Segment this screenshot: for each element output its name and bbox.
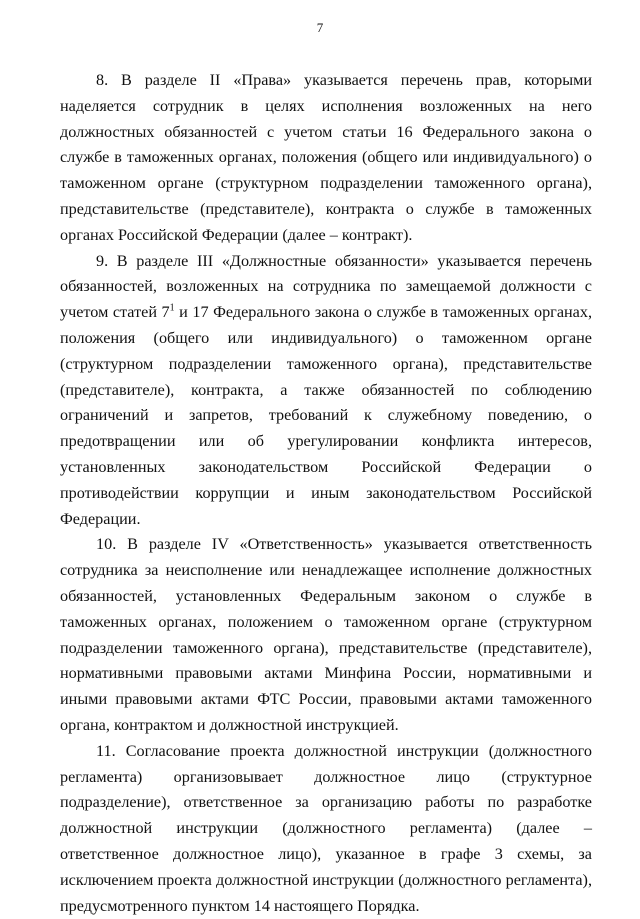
paragraph-9-text-end: и 17 Федерального закона о службе в таможенных органах, положения (общего или индивидуального) о таможенном органе (структурном подразделении таможенного органа), представительстве (представителе), контракта, а также обязанностей по соблюдению ограничений и запретов, требований к служебному поведению, о предотвращении или об урегулировании конфликта интересов, установленных законодательством Российской Федерации о противодействии коррупции и иным законодательством Российской Федерации. <box>60 303 592 528</box>
page-number: 7 <box>316 20 324 35</box>
paragraph-8: 8. В разделе II «Права» указывается перечень прав, которыми наделяется сотрудник в целях исполнения возложенных на него должностных обязанностей с учетом статьи 16 Федерального закона о службе в таможенных органах, положения (общего или индивидуального) о таможенном органе (структурном подразделении таможенного органа), представительстве (представителе), контракта о службе в таможенных органах Российской Федерации (далее – контракт). <box>60 71 592 244</box>
document-body <box>60 68 592 919</box>
paragraph-9-text-start: 9. В разделе III «Должностные обязанности» указывается перечень обязанностей, возложенных на сотрудника по замещаемой должности с учетом статей 7 <box>60 251 592 322</box>
paragraph-11: 11. Согласование проекта должностной инструкции (должностного регламента) организовывает должностное лицо (структурное подразделение), ответственное за организацию работы по разработке должностной инструкции (должностного регламента) (далее – ответственное должностное лицо), указанное в графе 3 схемы, за исключением проекта должностной инструкции (должностного регламента), предусмотренного пунктом 14 настоящего Порядка. <box>60 741 592 915</box>
paragraph-10: 10. В разделе IV «Ответственность» указывается ответственность сотрудника за неисполнение или ненадлежащее исполнение должностных обязанностей, установленных Федеральным законом о службе в таможенных органах, положением о таможенном органе (структурном подразделении таможенного органа), представительстве (представителе), нормативными правовыми актами Минфина России, нормативными и иными правовыми актами ФТС России, правовыми актами таможенного органа, контрактом и должностной инструкцией. <box>60 535 592 734</box>
paragraph-9 <box>60 249 592 533</box>
paragraph-9-superscript: 1 <box>169 302 175 314</box>
